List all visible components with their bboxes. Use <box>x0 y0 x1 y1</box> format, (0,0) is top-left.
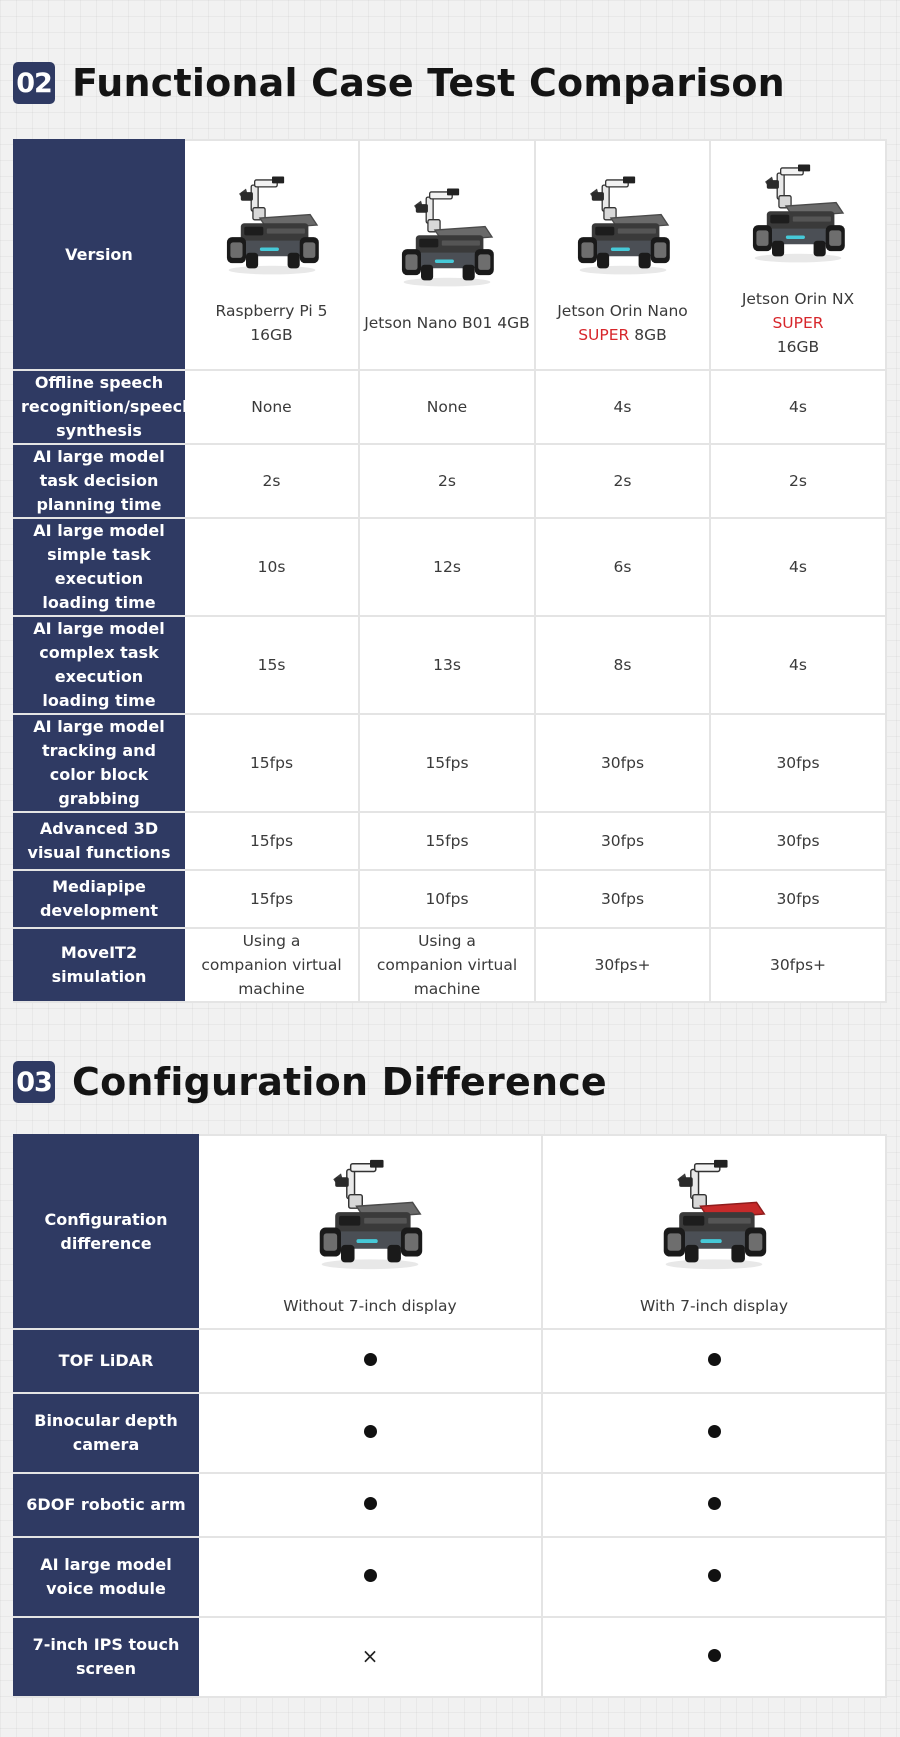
table-row <box>14 370 886 444</box>
super-highlight: SUPER <box>772 314 824 332</box>
row-label: Binocular depth camera <box>14 1393 198 1473</box>
variant-column-header <box>542 1135 886 1329</box>
configuration-table <box>13 1134 887 1698</box>
variant-name: With 7-inch display <box>639 1297 788 1315</box>
table-cell: 15fps <box>359 714 535 812</box>
robot-car-icon <box>395 179 499 295</box>
table-cell: 6s <box>535 518 710 616</box>
section-heading-02 <box>13 61 785 105</box>
version-column-header <box>710 140 886 370</box>
filled-dot-icon <box>708 1569 721 1582</box>
table-cell <box>542 1393 886 1473</box>
section-title: Configuration Difference <box>72 1060 607 1104</box>
table-row <box>14 1393 886 1473</box>
filled-dot-icon <box>364 1425 377 1438</box>
table-cell <box>198 1329 542 1393</box>
row-label: AI large model simple task execution loading time <box>14 518 184 616</box>
table-row <box>14 928 886 1002</box>
table-row <box>14 518 886 616</box>
table-cell <box>542 1537 886 1617</box>
table-row <box>14 1537 886 1617</box>
robot-car-icon <box>220 167 324 283</box>
variant-column-header <box>198 1135 542 1329</box>
table-cell: 30fps <box>535 870 710 928</box>
row-label: MoveIT2 simulation <box>14 928 184 1002</box>
version-name: Jetson Nano B01 4GB <box>364 314 530 332</box>
table-row <box>14 870 886 928</box>
row-label: AI large model complex task execution loading time <box>14 616 184 714</box>
table-row <box>14 714 886 812</box>
row-label: Offline speech recognition/speech synthesis <box>14 370 184 444</box>
table-cell: 15fps <box>184 714 359 812</box>
version-name: Jetson Orin Nano SUPER 8GB <box>557 302 688 344</box>
section-heading-03 <box>13 1060 607 1104</box>
robot-car-icon <box>571 167 675 283</box>
section-title: Functional Case Test Comparison <box>72 61 785 105</box>
table-cell: 10s <box>184 518 359 616</box>
cross-icon: × <box>361 1644 379 1668</box>
version-name: Jetson Orin NX SUPER 16GB <box>741 290 855 356</box>
table-cell: 30fps <box>710 812 886 870</box>
version-column-header <box>184 140 359 370</box>
row-label: TOF LiDAR <box>14 1329 198 1393</box>
table-row <box>14 444 886 518</box>
table-row <box>14 1473 886 1537</box>
table-cell: None <box>359 370 535 444</box>
filled-dot-icon <box>364 1569 377 1582</box>
functional-comparison-table <box>13 139 887 1003</box>
table-cell: 2s <box>535 444 710 518</box>
robot-car-icon <box>746 155 850 271</box>
version-column-header <box>359 140 535 370</box>
table-cell: 30fps <box>535 812 710 870</box>
row-label: Advanced 3D visual functions <box>14 812 184 870</box>
variant-name: Without 7-inch display <box>283 1297 457 1315</box>
version-column-header <box>535 140 710 370</box>
row-label: 6DOF robotic arm <box>14 1473 198 1537</box>
table-cell <box>198 1617 542 1697</box>
filled-dot-icon <box>364 1353 377 1366</box>
table-cell: 15s <box>184 616 359 714</box>
table-cell <box>198 1393 542 1473</box>
table-cell: 2s <box>710 444 886 518</box>
row-header-configuration: Configuration difference <box>14 1135 198 1329</box>
table-cell: 2s <box>359 444 535 518</box>
table-cell <box>542 1617 886 1697</box>
table-cell: 30fps <box>535 714 710 812</box>
row-label: AI large model task decision planning time <box>14 444 184 518</box>
version-name: Raspberry Pi 5 16GB <box>215 302 328 344</box>
table-cell: 30fps <box>710 870 886 928</box>
table-cell: 30fps+ <box>535 928 710 1002</box>
table-cell: 15fps <box>359 812 535 870</box>
table-cell: 10fps <box>359 870 535 928</box>
table-cell <box>542 1473 886 1537</box>
table-cell: 12s <box>359 518 535 616</box>
table-row <box>14 1329 886 1393</box>
filled-dot-icon <box>708 1497 721 1510</box>
row-label: AI large model voice module <box>14 1537 198 1617</box>
table-cell: 30fps <box>710 714 886 812</box>
robot-car-icon <box>312 1150 428 1278</box>
table-row <box>14 1617 886 1697</box>
table-cell: 15fps <box>184 812 359 870</box>
row-header-version: Version <box>14 140 184 370</box>
robot-car-icon <box>656 1150 772 1278</box>
table-row <box>14 812 886 870</box>
table-cell: 4s <box>710 370 886 444</box>
table-cell: 2s <box>184 444 359 518</box>
table-row <box>14 616 886 714</box>
table-cell: Using a companion virtual machine <box>359 928 535 1002</box>
table-cell: None <box>184 370 359 444</box>
section-number-badge: 02 <box>13 62 55 104</box>
filled-dot-icon <box>708 1649 721 1662</box>
filled-dot-icon <box>708 1425 721 1438</box>
table-cell: Using a companion virtual machine <box>184 928 359 1002</box>
row-label: Mediapipe development <box>14 870 184 928</box>
row-label: 7-inch IPS touch screen <box>14 1617 198 1697</box>
filled-dot-icon <box>364 1497 377 1510</box>
table-cell <box>198 1473 542 1537</box>
table-cell: 4s <box>710 616 886 714</box>
table-cell: 4s <box>535 370 710 444</box>
table-cell: 30fps+ <box>710 928 886 1002</box>
table-cell <box>542 1329 886 1393</box>
filled-dot-icon <box>708 1353 721 1366</box>
table-cell: 4s <box>710 518 886 616</box>
table-cell: 8s <box>535 616 710 714</box>
row-label: AI large model tracking and color block grabbing <box>14 714 184 812</box>
table-cell: 13s <box>359 616 535 714</box>
table-cell <box>198 1537 542 1617</box>
section-number-badge: 03 <box>13 1061 55 1103</box>
super-highlight: SUPER <box>578 326 630 344</box>
table-cell: 15fps <box>184 870 359 928</box>
